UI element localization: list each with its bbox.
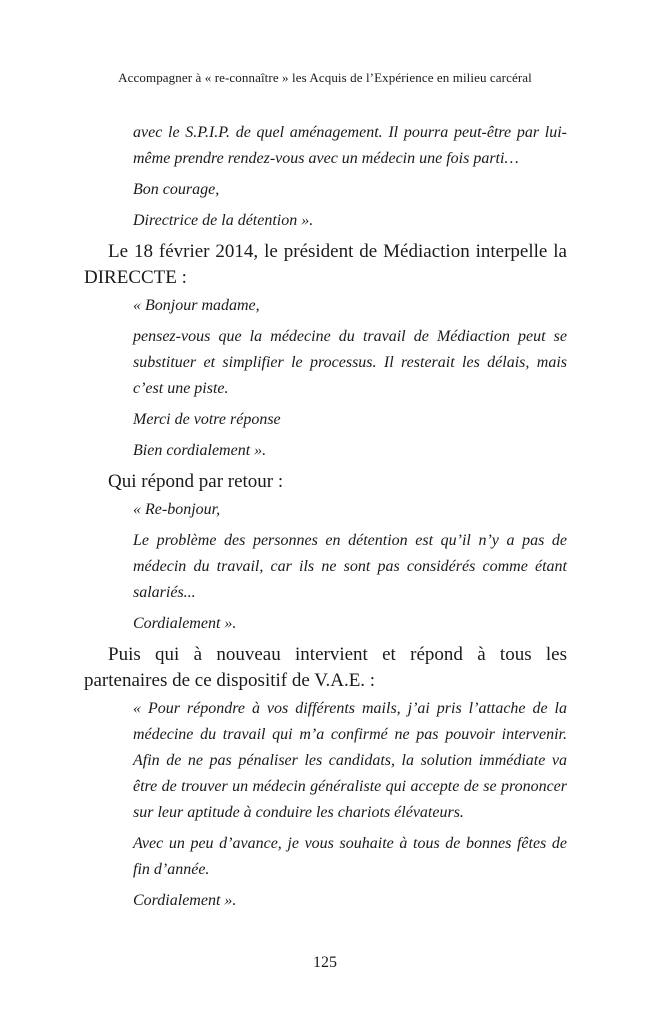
quote-paragraph: Avec un peu d’avance, je vous souhaite à tous de bonnes fêtes de fin d’année.	[133, 835, 567, 878]
quote-paragraph: Cordialement ».	[133, 615, 237, 632]
quote-paragraph: Bien cordialement ».	[133, 442, 267, 459]
quote-paragraph: Directrice de la détention ».	[133, 212, 314, 229]
quote-paragraph: Merci de votre réponse	[133, 411, 281, 428]
quote-paragraph: avec le S.P.I.P. de quel aménagement. Il pourra peut-être par lui-même prendre rendez-vous avec un médecin une fois parti…	[133, 124, 567, 167]
quote-paragraph: « Re-bonjour,	[133, 501, 221, 518]
quote-paragraph: Le problème des personnes en détention est qu’il n’y a pas de médecin du travail, car ils ne sont pas considérés comme étant salariés...	[133, 532, 567, 601]
quote-paragraph: Cordialement ».	[133, 892, 237, 909]
body-paragraph: Le 18 février 2014, le président de Médiaction interpelle la DIRECCTE :	[84, 241, 567, 288]
quote-paragraph: « Pour répondre à vos différents mails, j’ai pris l’attache de la médecine du travail qui m’a confirmé ne pas pouvoir intervenir. Afin de ne pas pénaliser les candidats, la solution immédiate va être de trouver un médecin généraliste qui accepte de se prononcer sur leur aptitude à conduire les chariots élévateurs.	[133, 700, 567, 821]
running-header: Accompagner à « re-connaître » les Acquis de l’Expérience en milieu carcéral	[118, 70, 532, 85]
quote-paragraph: pensez-vous que la médecine du travail de Médiaction peut se substituer et simplifier le processus. Il resterait les délais, mais c’est une piste.	[133, 328, 567, 397]
body-paragraph: Qui répond par retour :	[108, 471, 284, 492]
page-body	[84, 120, 567, 919]
quote-paragraph: « Bonjour madame,	[133, 297, 260, 314]
quote-paragraph: Bon courage,	[133, 181, 220, 198]
page-number: 125	[313, 954, 337, 971]
body-paragraph: Puis qui à nouveau intervient et répond à tous les partenaires de ce dispositif de V.A.E. :	[84, 644, 567, 691]
